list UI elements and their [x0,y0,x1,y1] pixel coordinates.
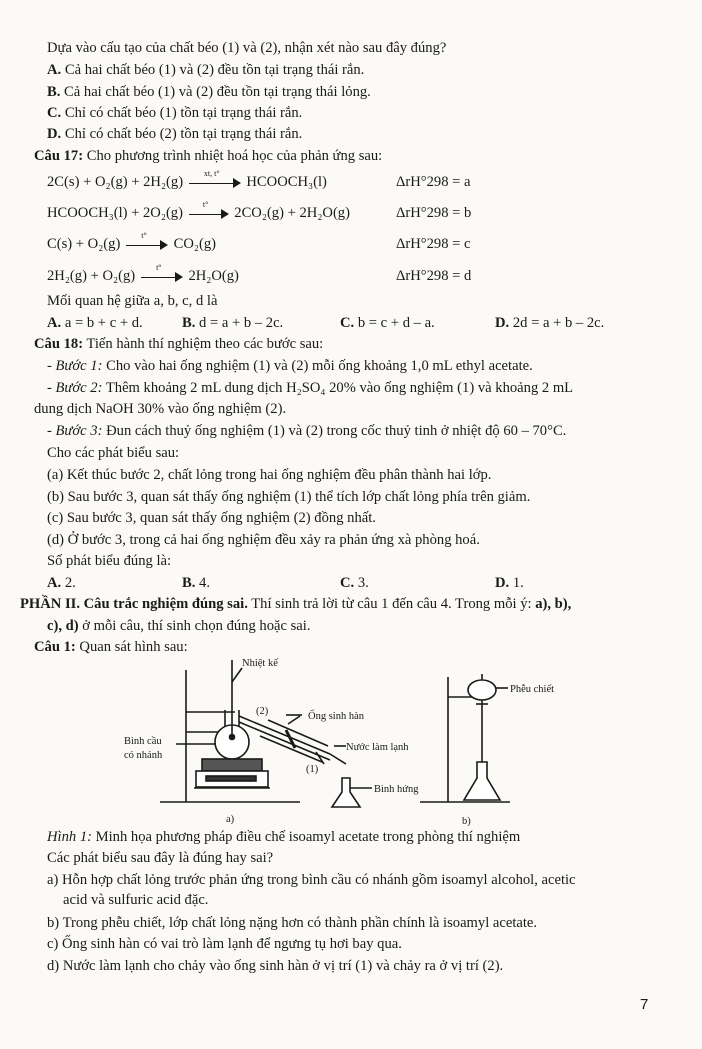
q17-option-d: D. 2d = a + b – 2c. [495,315,605,331]
c1-question: Các phát biểu sau đây là đúng hay sai? [47,850,274,866]
label-receiver: Bình hứng [374,784,419,795]
q18-option-b: B. 4. [182,575,210,591]
q18-intro: Cho các phát biểu sau: [47,445,180,461]
page-number: 7 [640,996,649,1013]
c1-item-d: d) Nước làm lạnh cho chảy vào ống sinh hàn ở vị trí (1) và chảy ra ở vị trí (2). [47,958,504,974]
equation-2: HCOOCH₃(l) + 2O₂(g) t° 2CO₂(g) + 2H₂O(g) [47,199,350,221]
q16-option-c: C. Chỉ có chất béo (1) tồn tại trạng thái rắn. [47,105,303,121]
reaction-arrow-icon: t° [126,239,168,251]
equation-4: 2H₂(g) + O₂(g) t° 2H₂O(g) [47,262,239,284]
label-thermometer: Nhiệt kế [242,658,278,669]
reaction-arrow-icon: t° [189,208,229,220]
q16-option-d: D. Chỉ có chất béo (2) tồn tại trạng thái rắn. [47,126,303,142]
q18-count-question: Số phát biểu đúng là: [47,553,172,569]
part2-heading: PHẦN II. Câu trắc nghiệm đúng sai. Thí sinh trả lời từ câu 1 đến câu 4. Trong mỗi ý: a), b), [20,596,572,612]
reaction-arrow-icon: t° [141,271,183,283]
label-cold-water: Nước làm lạnh [346,742,409,753]
q18-step3: - Bước 3: Đun cách thuỷ ống nghiệm (1) và (2) trong cốc thuỷ tinh ở nhiệt độ 60 – 70°C. [47,423,567,439]
q16-option-a: A. Cả hai chất béo (1) và (2) đều tồn tại trạng thái rắn. [47,62,365,78]
q18-option-c: C. 3. [340,575,369,591]
lab-apparatus-figure [110,652,570,830]
sublabel-a: a) [226,814,235,825]
q17-option-b: B. d = a + b – 2c. [182,315,284,331]
enthalpy-1: ΔrH°298 = a [396,174,471,190]
q18-option-d: D. 1. [495,575,524,591]
equation-3: C(s) + O₂(g) t° CO₂(g) [47,230,217,252]
mark-2: (2) [256,706,269,717]
equation-1: 2C(s) + O₂(g) + 2H₂(g) xt, t° HCOOCH₃(l) [47,168,327,190]
q18-statement-a: (a) Kết thúc bước 2, chất lỏng trong hai ống nghiệm đều phân thành hai lớp. [47,467,492,483]
q18-step2: - Bước 2: Thêm khoảng 2 mL dung dịch H₂SO₄ 20% vào ống nghiệm (1) và khoảng 2 mL [47,380,574,396]
q18-step1: - Bước 1: Cho vào hai ống nghiệm (1) và (2) mỗi ống khoảng 1,0 mL ethyl acetate. [47,358,533,374]
enthalpy-4: ΔrH°298 = d [396,268,472,284]
q17-option-a: A. a = b + c + d. [47,315,143,331]
q18-statement-c: (c) Sau bước 3, quan sát thấy ống nghiệm (2) đồng nhất. [47,510,376,526]
enthalpy-3: ΔrH°298 = c [396,236,471,252]
q17-stem: Câu 17: Cho phương trình nhiệt hoá học của phản ứng sau: [34,148,383,164]
c1-item-a-cont: acid và sulfuric acid đặc. [63,892,209,908]
sublabel-b: b) [462,816,471,827]
part2-heading-cont: c), d) ở mỗi câu, thí sinh chọn đúng hoặc sai. [47,618,311,634]
c1-item-b: b) Trong phễu chiết, lớp chất lỏng nặng hơn có thành phần chính là isoamyl acetate. [47,915,538,931]
mark-1: (1) [306,764,319,775]
c1-item-c: c) Ống sinh hàn có vai trò làm lạnh để ngưng tụ hơi bay qua. [47,936,402,952]
q18-option-a: A. 2. [47,575,76,591]
label-flask-2: có nhánh [124,750,163,761]
c1-stem: Câu 1: Quan sát hình sau: [34,639,188,655]
q16-stem: Dựa vào cấu tạo của chất béo (1) và (2), nhận xét nào sau đây đúng? [47,40,447,56]
q17-relation: Mối quan hệ giữa a, b, c, d là [47,293,218,309]
enthalpy-2: ΔrH°298 = b [396,205,472,221]
figure-caption: Hình 1: Minh họa phương pháp điều chế isoamyl acetate trong phòng thí nghiệm [47,829,521,845]
label-condenser: Ống sinh hàn [308,711,364,722]
reaction-arrow-icon: xt, t° [189,177,241,189]
label-flask: Bình cầu [124,736,162,747]
q18-step2-cont: dung dịch NaOH 30% vào ống nghiệm (2). [34,401,287,417]
q18-statement-b: (b) Sau bước 3, quan sát thấy ống nghiệm (1) thể tích lớp chất lỏng phía trên giảm. [47,489,531,505]
q17-option-c: C. b = c + d – a. [340,315,435,331]
c1-item-a: a) Hỗn hợp chất lỏng trước phản ứng trong bình cầu có nhánh gồm isoamyl alcohol, acetic [47,872,576,888]
label-funnel: Phễu chiết [510,684,555,695]
q16-option-b: B. Cả hai chất béo (1) và (2) đều tồn tại trạng thái lỏng. [47,84,371,100]
q18-statement-d: (d) Ở bước 3, trong cả hai ống nghiệm đều xảy ra phản ứng xà phòng hoá. [47,532,480,548]
q18-stem: Câu 18: Tiến hành thí nghiệm theo các bước sau: [34,336,324,352]
